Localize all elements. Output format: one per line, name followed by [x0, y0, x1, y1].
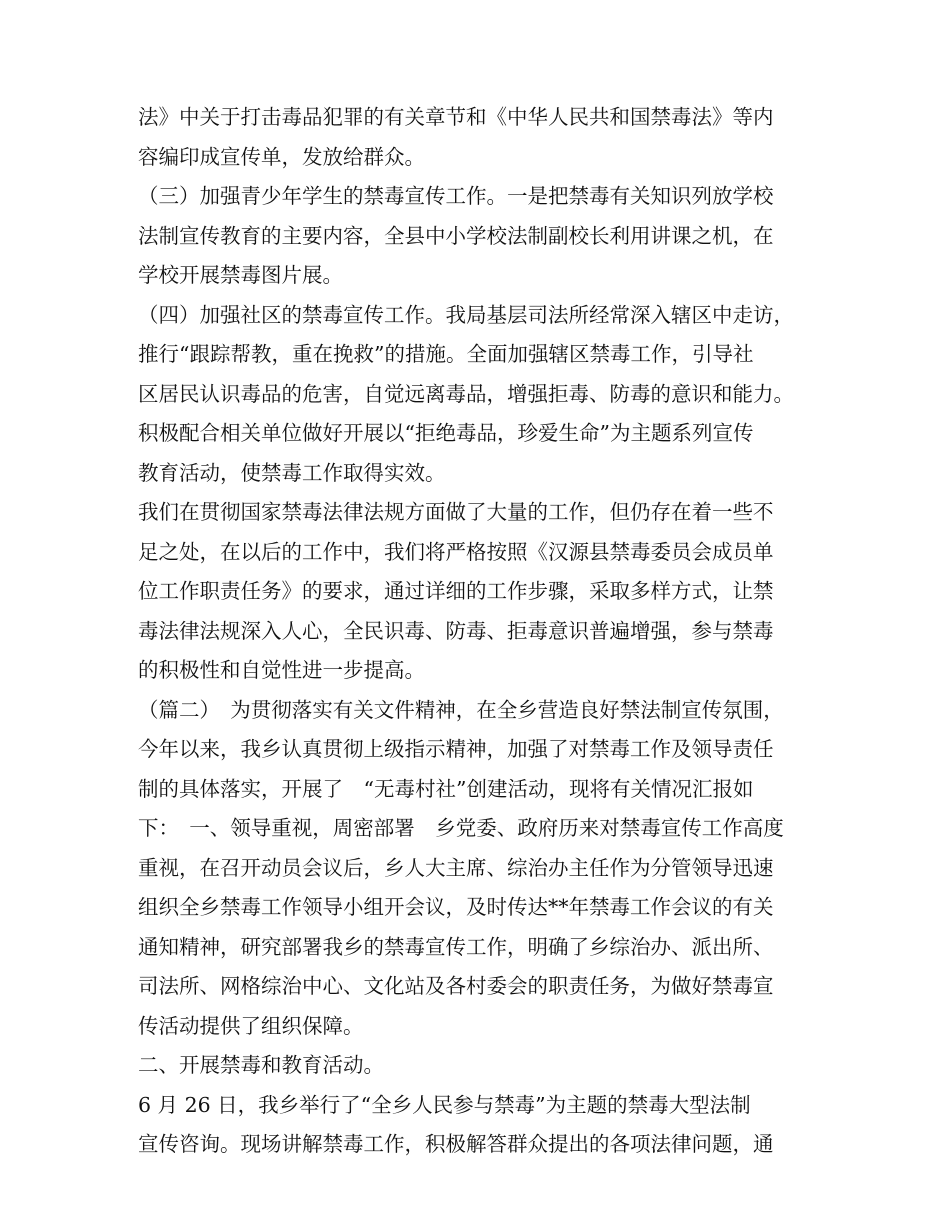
text-line: 今年以来，我乡认真贯彻上级指示精神，加强了对禁毒工作及领导责任 [138, 737, 774, 761]
text-line: 组织全乡禁毒工作领导小组开会议，及时传达**年禁毒工作会议的有关 [138, 895, 774, 919]
text-line: 我们在贯彻国家禁毒法律法规方面做了大量的工作，但仍存在着一些不 [138, 500, 774, 524]
text-line: 教育活动，使禁毒工作取得实效。 [138, 460, 446, 485]
text-line: （篇二） 为贯彻落实有关文件精神，在全乡营造良好禁法制宣传氛围， [138, 697, 784, 722]
text-line: 积极配合相关单位做好开展以“拒绝毒品，珍爱生命”为主题系列宣传 [138, 421, 754, 445]
text-line: 二、开展禁毒和教育活动。 [138, 1053, 384, 1077]
text-line: 重视，在召开动员会议后，乡人大主席、综治办主任作为分管领导迅速 [138, 855, 774, 880]
text-line: 区居民认识毒品的危害，自觉远离毒品，增强拒毒、防毒的意识和能力。 [138, 381, 794, 406]
text-line: 通知精神，研究部署我乡的禁毒宣传工作，明确了乡综治办、派出所、 [138, 934, 774, 959]
text-line: 毒法律法规深入人心，全民识毒、防毒、拒毒意识普遍增强，参与禁毒 [138, 618, 774, 643]
text-line: 法制宣传教育的主要内容，全县中小学校法制副校长利用讲课之机，在 [138, 223, 774, 248]
text-line: 传活动提供了组织保障。 [138, 1013, 364, 1038]
text-line: （三）加强青少年学生的禁毒宣传工作。一是把禁毒有关知识列放学校 [138, 184, 774, 208]
text-line: 法》中关于打击毒品犯罪的有关章节和《中华人民共和国禁毒法》等内 [138, 105, 774, 129]
text-line: 位工作职责任务》的要求，通过详细的工作步骤，采取多样方式，让禁 [138, 579, 774, 603]
text-line: 司法所、网格综治中心、文化站及各村委会的职责任务，为做好禁毒宣 [138, 974, 774, 998]
text-line: 6 月 26 日，我乡举行了“全乡人民参与禁毒”为主题的禁毒大型法制 [138, 1092, 751, 1117]
text-line: 足之处，在以后的工作中，我们将严格按照《汉源县禁毒委员会成员单 [138, 539, 774, 564]
text-line: （四）加强社区的禁毒宣传工作。我局基层司法所经常深入辖区中走访， [138, 302, 794, 327]
text-line: 学校开展禁毒图片展。 [138, 263, 343, 287]
text-line: 制的具体落实，开展了 “无毒村社”创建活动，现将有关情况汇报如 [138, 776, 754, 801]
text-line: 推行“跟踪帮教，重在挽救”的措施。全面加强辖区禁毒工作，引导社 [138, 342, 754, 366]
text-line: 下： 一、领导重视，周密部署 乡党委、政府历来对禁毒宣传工作高度 [138, 816, 784, 840]
text-line: 容编印成宣传单，发放给群众。 [138, 144, 425, 169]
text-line: 宣传咨询。现场讲解禁毒工作，积极解答群众提出的各项法律问题，通 [138, 1132, 774, 1156]
text-line: 的积极性和自觉性进一步提高。 [138, 658, 425, 682]
document-body [138, 98, 818, 1165]
